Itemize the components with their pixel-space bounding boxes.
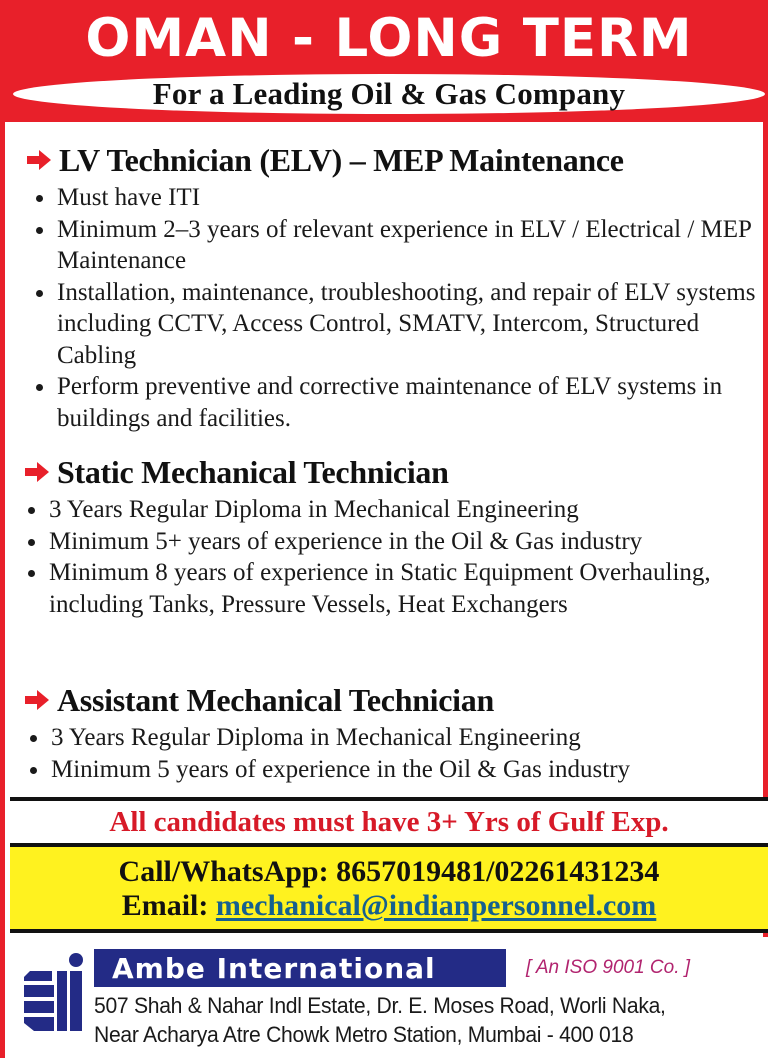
iso-certification: [ An ISO 9001 Co. ] bbox=[526, 957, 691, 978]
requirement-item: Minimum 8 years of experience in Static Equipment Overhauling, including Tanks, Pressure Vessels, Heat Exchangers bbox=[19, 557, 755, 620]
job-section-assistant-mechanical bbox=[25, 680, 755, 785]
contact-band bbox=[10, 847, 768, 933]
phone-numbers[interactable]: 8657019481/02261431234 bbox=[336, 855, 660, 888]
phone-line bbox=[10, 855, 768, 889]
subtitle: For a Leading Oil & Gas Company bbox=[152, 76, 626, 111]
company-address bbox=[94, 991, 737, 1049]
company-name-box bbox=[94, 949, 506, 987]
right-arrow-icon bbox=[25, 690, 49, 710]
notice-text: All candidates must have 3+ Yrs of Gulf Exp. bbox=[109, 805, 669, 838]
right-arrow-icon bbox=[25, 462, 49, 482]
page-title: OMAN - LONG TERM bbox=[85, 8, 693, 69]
email-label: Email: bbox=[121, 889, 209, 922]
right-arrow-icon bbox=[27, 150, 51, 170]
job-title-row bbox=[25, 452, 755, 492]
requirements-list bbox=[21, 722, 755, 785]
ambe-logo-icon bbox=[22, 949, 86, 1041]
requirement-item: 3 Years Regular Diploma in Mechanical Engineering bbox=[19, 494, 755, 526]
job-title: Static Mechanical Technician bbox=[57, 453, 449, 490]
job-section-static-mechanical bbox=[25, 452, 755, 620]
email-link[interactable]: mechanical@indianpersonnel.com bbox=[215, 889, 657, 922]
requirements-list bbox=[19, 494, 755, 620]
header-banner bbox=[5, 0, 768, 122]
company-footer bbox=[10, 937, 768, 1058]
phone-label: Call/WhatsApp: bbox=[118, 855, 329, 888]
company-name: Ambe International bbox=[112, 951, 436, 985]
requirement-item: Must have ITI bbox=[27, 182, 757, 214]
requirement-item: 3 Years Regular Diploma in Mechanical Engineering bbox=[21, 722, 755, 754]
job-title-row bbox=[25, 680, 755, 720]
email-line bbox=[10, 889, 768, 923]
job-section-lv-technician bbox=[27, 140, 757, 434]
requirements-list bbox=[27, 182, 757, 434]
subtitle-pill bbox=[13, 74, 765, 114]
requirement-item: Installation, maintenance, troubleshooting, and repair of ELV systems including CCTV, Access Control, SMATV, Intercom, Structured Cabling bbox=[27, 277, 757, 372]
requirement-item: Minimum 5+ years of experience in the Oil & Gas industry bbox=[19, 526, 755, 558]
requirement-item: Perform preventive and corrective maintenance of ELV systems in buildings and facilities. bbox=[27, 371, 757, 434]
job-title: Assistant Mechanical Technician bbox=[57, 681, 494, 718]
requirement-item: Minimum 2–3 years of relevant experience in ELV / Electrical / MEP Maintenance bbox=[27, 214, 757, 277]
job-title-row bbox=[27, 140, 757, 180]
address-line-2: Near Acharya Atre Chowk Metro Station, Mumbai - 400 018 bbox=[94, 1022, 634, 1047]
job-title: LV Technician (ELV) – MEP Maintenance bbox=[59, 141, 624, 178]
requirement-item: Minimum 5 years of experience in the Oil & Gas industry bbox=[21, 754, 755, 786]
address-line-1: 507 Shah & Nahar Indl Estate, Dr. E. Moses Road, Worli Naka, bbox=[94, 993, 666, 1018]
gulf-experience-notice bbox=[10, 797, 768, 847]
